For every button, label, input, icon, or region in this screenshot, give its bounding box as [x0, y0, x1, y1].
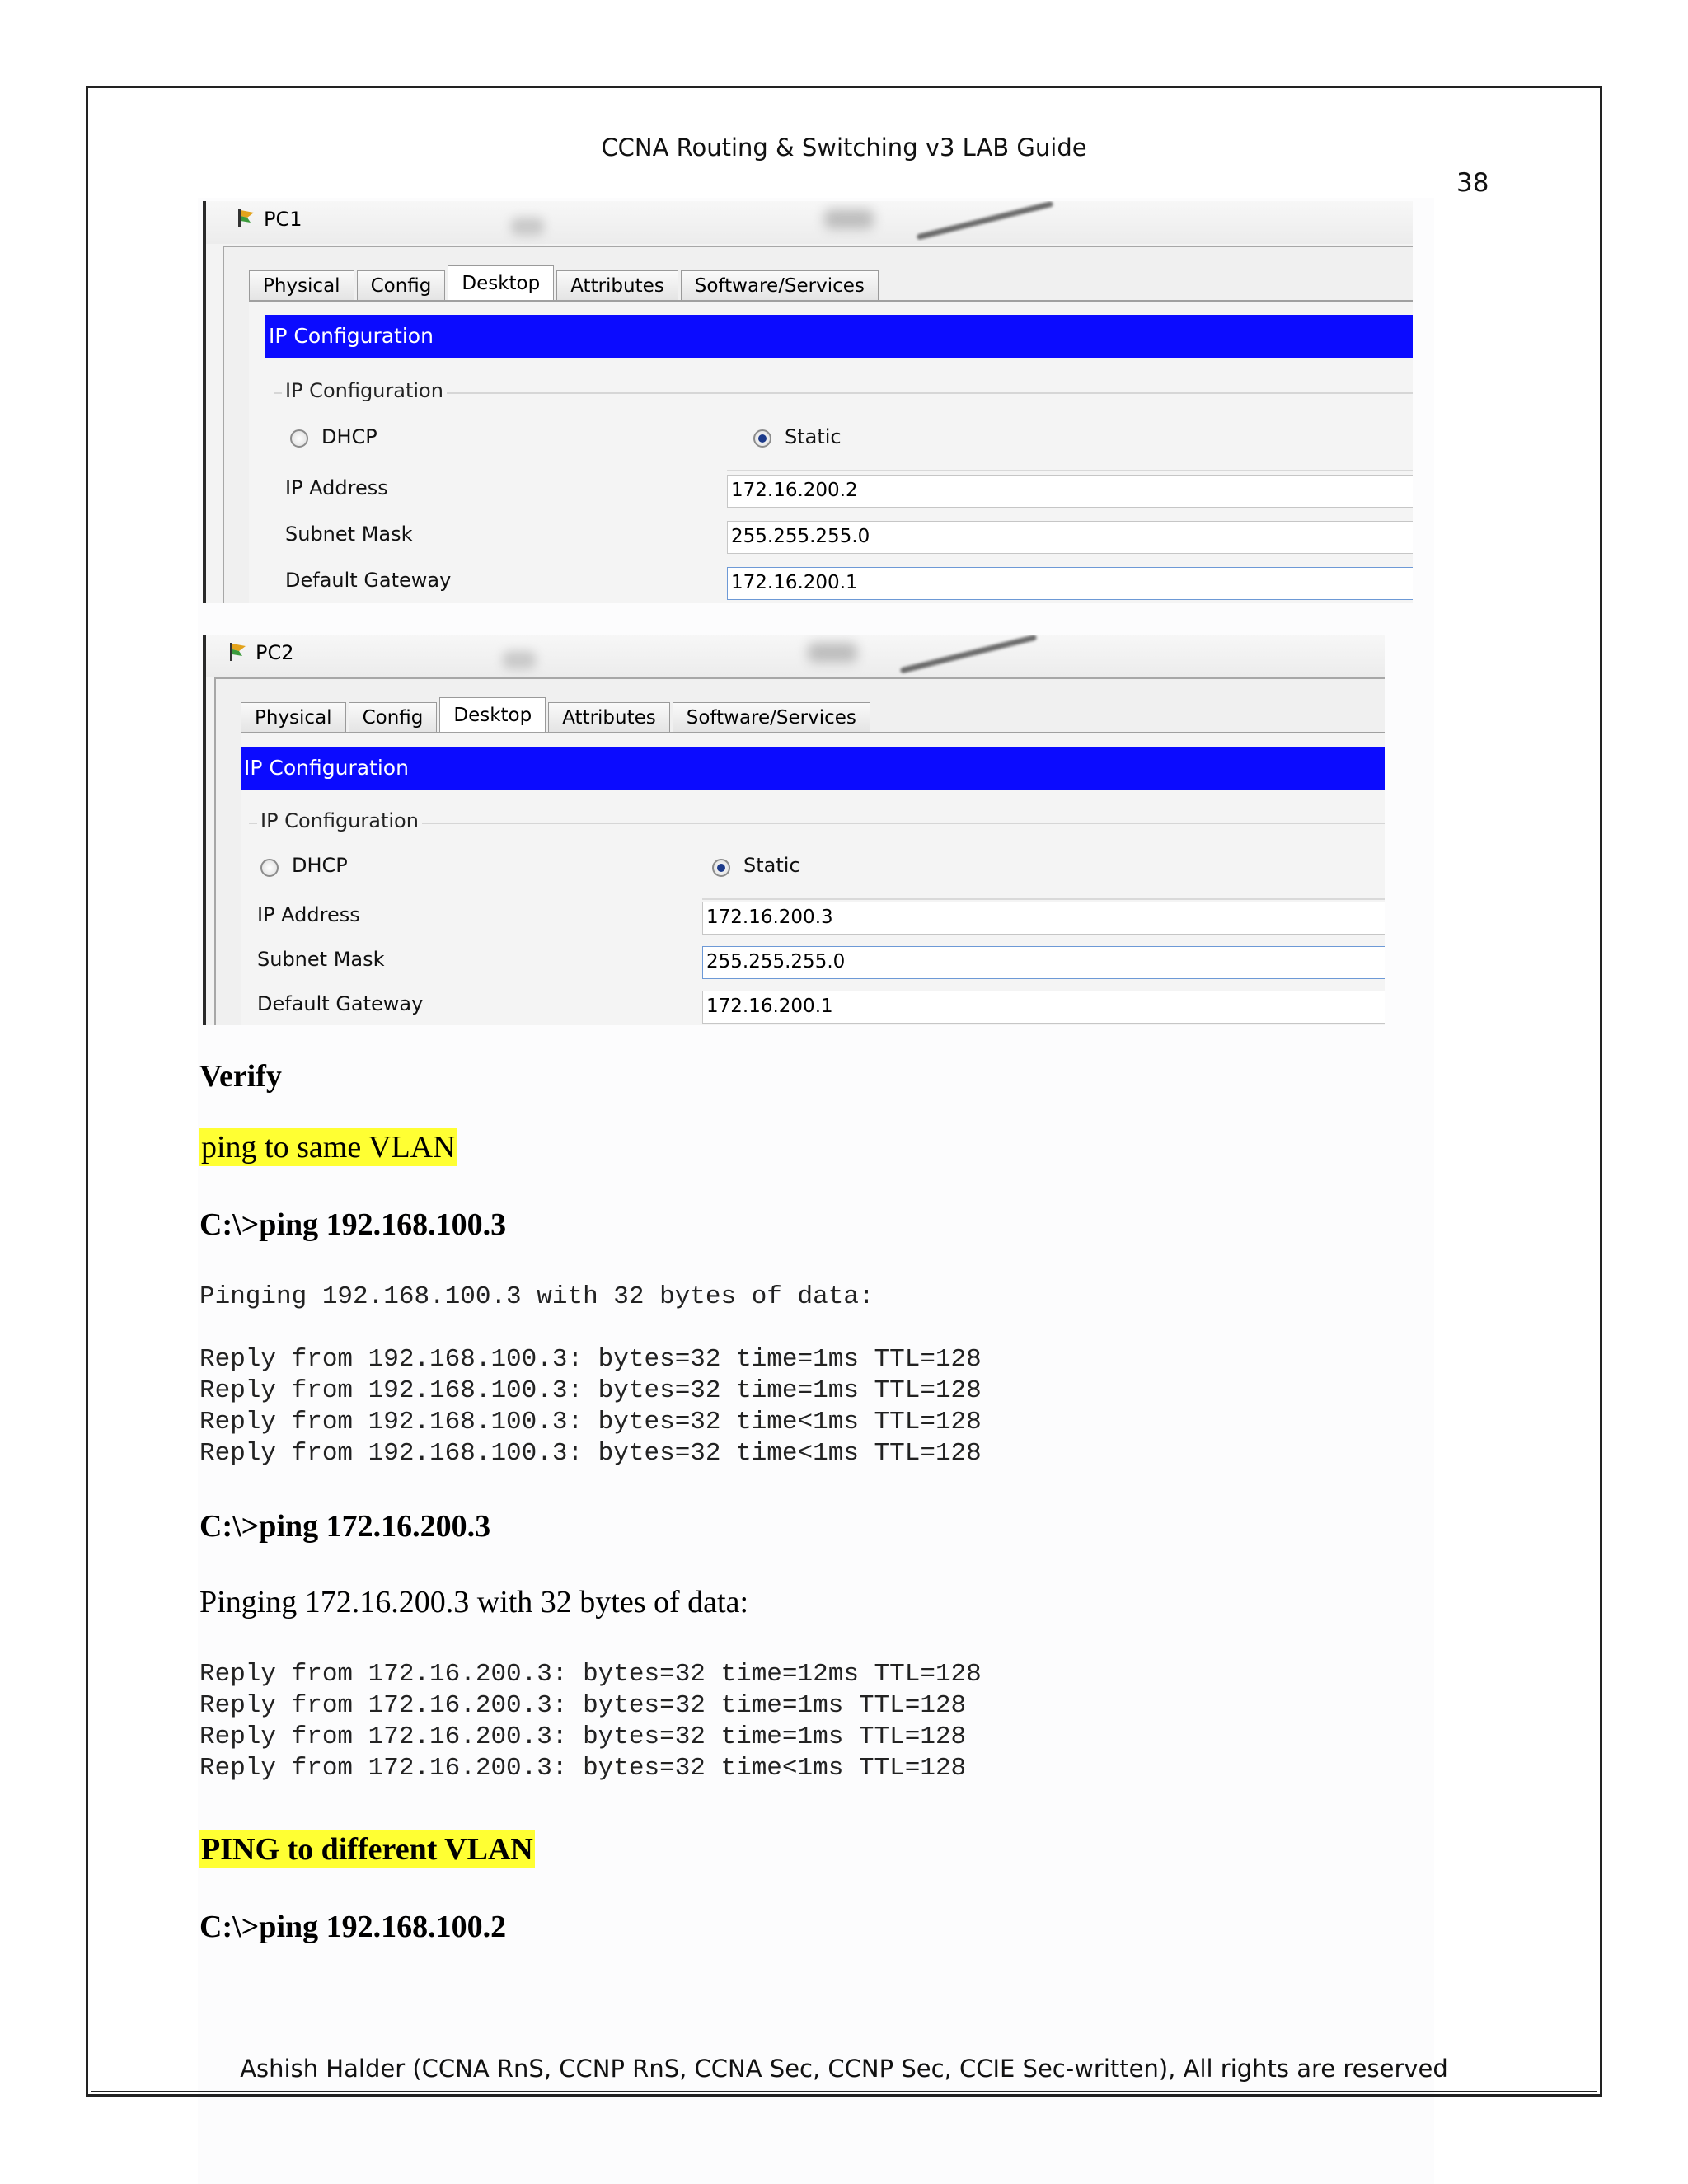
tab-attributes[interactable]: Attributes [556, 270, 678, 300]
pc2-static-radio[interactable] [712, 859, 730, 877]
pc1-ip-config-bar: IP Configuration [265, 315, 1413, 358]
ping-1-reply-3: Reply from 192.168.100.3: bytes=32 time<1ms TTL=128 [199, 1408, 982, 1436]
pc2-subnet-mask-label: Subnet Mask [257, 948, 385, 971]
pc1-ip-config-group-label: IP Configuration [282, 379, 447, 402]
pc1-static-radio[interactable] [753, 429, 771, 448]
pc-device-icon [236, 208, 257, 229]
pc2-window-title: PC2 [256, 641, 294, 664]
ping-2-pinging-line: Pinging 172.16.200.3 with 32 bytes of data: [199, 1585, 749, 1619]
page-number: 38 [1456, 168, 1489, 198]
pc1-default-gateway-field[interactable]: 172.16.200.1 [727, 567, 1413, 600]
pc1-dhcp-label: DHCP [321, 425, 377, 448]
page-header-title: CCNA Routing & Switching v3 LAB Guide [601, 134, 1087, 162]
verify-heading: Verify [199, 1059, 282, 1094]
pc2-ip-config-bar: IP Configuration [241, 747, 1385, 790]
tab-software-services[interactable]: Software/Services [681, 270, 879, 300]
tab-software-services[interactable]: Software/Services [673, 702, 870, 732]
pc2-ip-address-label: IP Address [257, 903, 360, 926]
pc2-default-gateway-label: Default Gateway [257, 992, 424, 1015]
pc1-static-label: Static [785, 425, 842, 448]
ping-same-vlan-highlight: ping to same VLAN [201, 1130, 456, 1165]
pc1-ip-address-label: IP Address [285, 476, 388, 499]
pc1-subnet-mask-label: Subnet Mask [285, 523, 413, 546]
ping-1-pinging-line: Pinging 192.168.100.3 with 32 bytes of data: [199, 1282, 874, 1311]
ping-same-vlan-heading [199, 1129, 457, 1165]
pc1-config-window [203, 201, 1413, 603]
pc1-window-title: PC1 [264, 208, 302, 231]
pc2-tab-strip [241, 699, 873, 732]
pc1-subnet-mask-field[interactable]: 255.255.255.0 [727, 521, 1413, 554]
ping-2-reply-3: Reply from 172.16.200.3: bytes=32 time=1ms TTL=128 [199, 1722, 967, 1751]
ping-command-1: C:\>ping 192.168.100.3 [199, 1207, 507, 1242]
tab-attributes[interactable]: Attributes [548, 702, 670, 732]
pc1-titlebar [206, 201, 1413, 244]
pc1-default-gateway-label: Default Gateway [285, 569, 452, 592]
pc2-ip-address-field[interactable]: 172.16.200.3 [702, 902, 1385, 935]
pc2-desktop-panel [241, 733, 1385, 1025]
ping-different-vlan-highlight: PING to different VLAN [201, 1832, 533, 1867]
tab-physical[interactable]: Physical [241, 702, 346, 732]
pc1-desktop-panel [249, 302, 1413, 603]
ping-command-3: C:\>ping 192.168.100.2 [199, 1910, 507, 1944]
ping-2-reply-1: Reply from 172.16.200.3: bytes=32 time=12ms TTL=128 [199, 1660, 982, 1689]
pc2-dhcp-radio[interactable] [260, 859, 279, 877]
pc1-dhcp-radio[interactable] [290, 429, 308, 448]
pc2-default-gateway-field[interactable]: 172.16.200.1 [702, 991, 1385, 1024]
tab-config[interactable]: Config [357, 270, 446, 300]
pc1-frame [223, 246, 1413, 603]
pc2-titlebar [206, 635, 1385, 677]
pc-device-icon [227, 641, 249, 663]
page-footer: Ashish Halder (CCNA RnS, CCNP RnS, CCNA Sec, CCNP Sec, CCIE Sec-written), All rights are reserved [240, 2055, 1448, 2083]
pc2-config-window [203, 635, 1385, 1025]
ping-1-reply-2: Reply from 192.168.100.3: bytes=32 time=1ms TTL=128 [199, 1376, 982, 1405]
ping-1-reply-4: Reply from 192.168.100.3: bytes=32 time<1ms TTL=128 [199, 1439, 982, 1468]
ping-2-reply-2: Reply from 172.16.200.3: bytes=32 time=1ms TTL=128 [199, 1691, 967, 1720]
ping-2-reply-4: Reply from 172.16.200.3: bytes=32 time<1ms TTL=128 [199, 1754, 967, 1783]
pc2-frame [214, 677, 1385, 1025]
tab-physical[interactable]: Physical [249, 270, 354, 300]
tab-desktop[interactable]: Desktop [448, 265, 554, 300]
tab-config[interactable]: Config [349, 702, 438, 732]
ping-command-2: C:\>ping 172.16.200.3 [199, 1509, 491, 1544]
tab-desktop[interactable]: Desktop [439, 697, 546, 732]
pc2-subnet-mask-field[interactable]: 255.255.255.0 [702, 946, 1385, 979]
pc1-tab-strip [249, 267, 881, 300]
pc2-ip-config-group-label: IP Configuration [257, 809, 422, 832]
pc2-dhcp-label: DHCP [292, 854, 348, 877]
pc1-ip-address-field[interactable]: 172.16.200.2 [727, 475, 1413, 508]
ping-different-vlan-heading [199, 1831, 535, 1868]
ping-1-reply-1: Reply from 192.168.100.3: bytes=32 time=1ms TTL=128 [199, 1345, 982, 1374]
pc2-static-label: Static [743, 854, 800, 877]
